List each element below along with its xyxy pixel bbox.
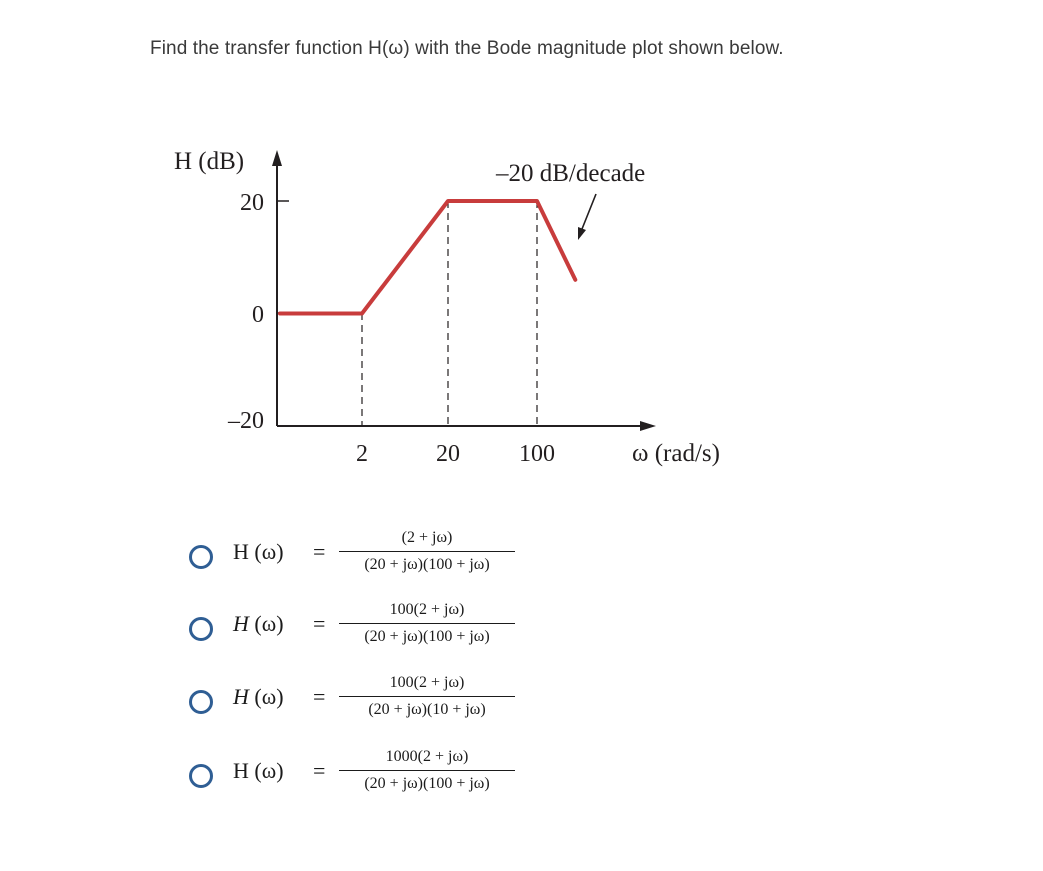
- option-1-denominator: (20 + jω)(100 + jω): [364, 556, 490, 573]
- x-tick-label-2: 2: [356, 441, 368, 467]
- option-2-denominator: (20 + jω)(100 + jω): [364, 628, 490, 645]
- option-3-equals: =: [313, 684, 326, 709]
- question-text: Find the transfer function H(ω) with the Bode magnitude plot shown below.: [150, 38, 784, 59]
- y-tick-label-20: 20: [240, 190, 264, 216]
- y-axis-arrow-icon: [272, 150, 282, 166]
- option-1-fraction: [339, 529, 515, 574]
- annotation-pointer: [582, 194, 596, 229]
- y-tick-label-0: 0: [252, 302, 264, 328]
- option-1-equals: =: [313, 539, 326, 564]
- option-1-lhs: H (ω): [233, 539, 284, 564]
- option-3-denominator: (20 + jω)(10 + jω): [368, 701, 486, 718]
- magnitude-line: [280, 201, 575, 314]
- radio-button-2[interactable]: [189, 617, 213, 641]
- option-3-lhs: H (ω): [233, 684, 284, 709]
- annotation-arrow-icon: [578, 227, 586, 240]
- option-1-numerator: (2 + jω): [339, 529, 515, 552]
- radio-button-4[interactable]: [189, 764, 213, 788]
- x-axis-label: ω (rad/s): [632, 440, 720, 467]
- option-4-lhs: H (ω): [233, 758, 284, 783]
- option-4-denominator: (20 + jω)(100 + jω): [364, 775, 490, 792]
- slope-annotation: –20 dB/decade: [496, 160, 646, 187]
- x-tick-label-20: 20: [436, 441, 460, 467]
- y-tick-label-neg20: –20: [228, 408, 264, 434]
- radio-button-1[interactable]: [189, 545, 213, 569]
- option-2-equals: =: [313, 611, 326, 636]
- radio-button-3[interactable]: [189, 690, 213, 714]
- y-axis-label: H (dB): [174, 148, 245, 175]
- option-3-fraction: [339, 674, 515, 719]
- option-2-lhs: H (ω): [233, 611, 284, 636]
- option-4-equals: =: [313, 758, 326, 783]
- x-tick-label-100: 100: [519, 441, 555, 467]
- option-4-fraction: [339, 748, 515, 793]
- option-2-numerator: 100(2 + jω): [339, 601, 515, 624]
- option-2-fraction: [339, 601, 515, 646]
- option-4-numerator: 1000(2 + jω): [339, 748, 515, 771]
- x-axis-arrow-icon: [640, 421, 656, 431]
- option-3-numerator: 100(2 + jω): [339, 674, 515, 697]
